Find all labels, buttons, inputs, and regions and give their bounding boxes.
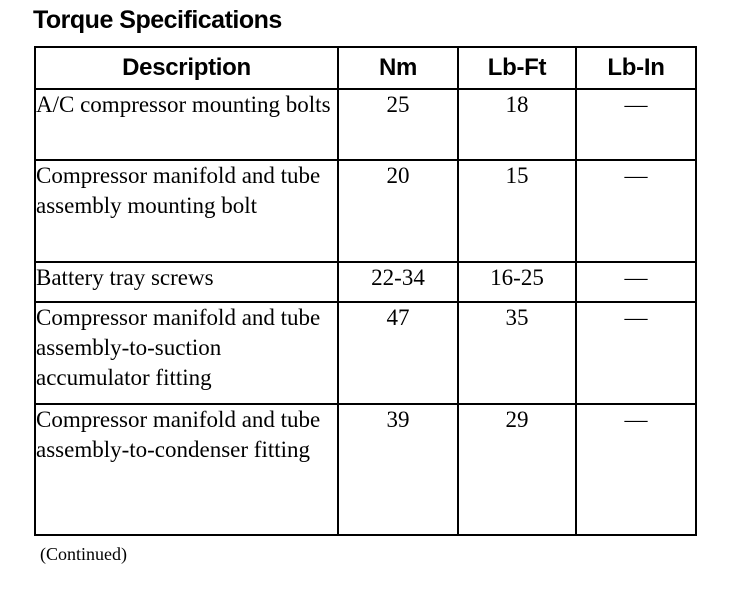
header-lb-ft: Lb-Ft bbox=[458, 47, 576, 89]
table-header-row bbox=[35, 47, 696, 89]
cell-nm: 22-34 bbox=[338, 262, 458, 302]
table-row bbox=[35, 160, 696, 262]
table-row bbox=[35, 404, 696, 535]
cell-lb-ft: 16-25 bbox=[458, 262, 576, 302]
cell-description: Compressor manifold and tube assembly-to-condenser fitting bbox=[35, 404, 338, 535]
cell-nm: 20 bbox=[338, 160, 458, 262]
cell-description: Compressor manifold and tube assembly-to-suction accumulator fitting bbox=[35, 302, 338, 404]
cell-nm: 47 bbox=[338, 302, 458, 404]
cell-lb-ft: 15 bbox=[458, 160, 576, 262]
cell-description: Compressor manifold and tube assembly mounting bolt bbox=[35, 160, 338, 262]
cell-lb-in: — bbox=[576, 89, 696, 160]
table-row bbox=[35, 302, 696, 404]
cell-description: Battery tray screws bbox=[35, 262, 338, 302]
page-title: Torque Specifications bbox=[33, 6, 282, 34]
header-description: Description bbox=[35, 47, 338, 89]
header-lb-in: Lb-In bbox=[576, 47, 696, 89]
cell-nm: 25 bbox=[338, 89, 458, 160]
cell-nm: 39 bbox=[338, 404, 458, 535]
torque-spec-table bbox=[34, 46, 697, 536]
table-row bbox=[35, 89, 696, 160]
cell-lb-in: — bbox=[576, 160, 696, 262]
cell-lb-ft: 29 bbox=[458, 404, 576, 535]
cell-description: A/C compressor mounting bolts bbox=[35, 89, 338, 160]
cell-lb-in: — bbox=[576, 404, 696, 535]
cell-lb-in: — bbox=[576, 262, 696, 302]
cell-lb-in: — bbox=[576, 302, 696, 404]
cell-lb-ft: 35 bbox=[458, 302, 576, 404]
table-row bbox=[35, 262, 696, 302]
header-nm: Nm bbox=[338, 47, 458, 89]
cell-lb-ft: 18 bbox=[458, 89, 576, 160]
continued-note: (Continued) bbox=[40, 544, 127, 564]
